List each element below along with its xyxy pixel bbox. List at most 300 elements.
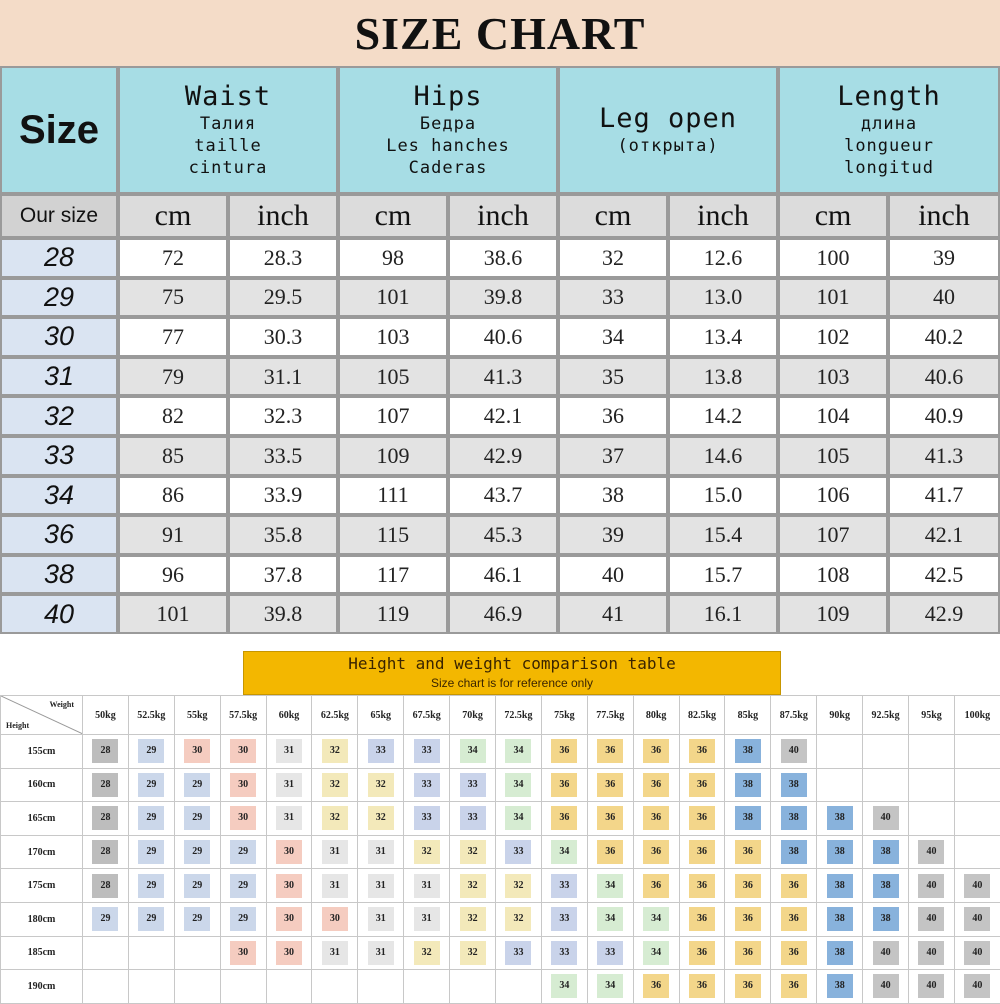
hips-label-ru: Бедра — [340, 113, 556, 135]
size-chip: 36 — [643, 840, 669, 864]
size-recommendation-cell — [450, 735, 496, 769]
size-chip: 36 — [781, 941, 807, 965]
measurement-cell: 107 — [338, 396, 448, 436]
size-chip: 34 — [505, 773, 531, 797]
unit-cell: cm — [338, 194, 448, 238]
size-recommendation-cell — [679, 735, 725, 769]
measurement-cell: 100 — [778, 238, 888, 278]
weight-header-cell: 62.5kg — [312, 696, 358, 735]
size-chip: 36 — [781, 874, 807, 898]
size-recommendation-cell — [128, 735, 174, 769]
size-recommendation-cell — [633, 936, 679, 970]
size-chip: 28 — [92, 773, 118, 797]
size-recommendation-cell — [128, 802, 174, 836]
size-recommendation-cell — [174, 802, 220, 836]
weight-header-cell: 70kg — [450, 696, 496, 735]
size-chip: 34 — [551, 974, 577, 998]
measurement-cell: 40 — [888, 278, 1000, 318]
hw-banner — [243, 651, 781, 695]
size-recommendation-cell — [496, 768, 542, 802]
weight-header-cell: 100kg — [954, 696, 1000, 735]
size-recommendation-cell — [817, 970, 863, 1004]
measurement-cell: 15.4 — [668, 515, 778, 555]
size-value: 28 — [0, 238, 118, 278]
size-chip: 31 — [368, 907, 394, 931]
unit-cell: inch — [448, 194, 558, 238]
size-chip: 31 — [368, 874, 394, 898]
weight-header-cell: 52.5kg — [128, 696, 174, 735]
size-recommendation-cell — [174, 768, 220, 802]
size-chip: 33 — [551, 874, 577, 898]
size-recommendation-cell — [725, 869, 771, 903]
size-recommendation-cell — [404, 902, 450, 936]
size-chip: 29 — [92, 907, 118, 931]
size-chip: 29 — [138, 840, 164, 864]
size-recommendation-cell — [83, 869, 129, 903]
measurement-cell: 41.3 — [448, 357, 558, 397]
size-recommendation-cell — [725, 902, 771, 936]
leg-open-label-en: Leg open — [560, 103, 776, 135]
size-recommendation-cell — [404, 970, 450, 1004]
size-row — [0, 476, 1000, 516]
size-recommendation-cell — [633, 802, 679, 836]
height-weight-table — [0, 695, 1000, 1004]
measurement-cell: 37 — [558, 436, 668, 476]
height-label: 155cm — [1, 735, 83, 769]
size-recommendation-cell — [496, 735, 542, 769]
corner-cell — [1, 696, 83, 735]
weight-header-cell: 85kg — [725, 696, 771, 735]
size-recommendation-cell — [817, 768, 863, 802]
size-recommendation-cell — [587, 970, 633, 1004]
size-chip: 28 — [92, 806, 118, 830]
size-recommendation-cell — [404, 936, 450, 970]
measurement-cell: 109 — [338, 436, 448, 476]
size-recommendation-cell — [358, 902, 404, 936]
size-recommendation-cell — [679, 802, 725, 836]
unit-cell: cm — [558, 194, 668, 238]
size-recommendation-cell — [679, 936, 725, 970]
size-chip: 38 — [827, 974, 853, 998]
weight-header-cell: 92.5kg — [863, 696, 909, 735]
size-chip: 36 — [735, 874, 761, 898]
size-recommendation-cell — [771, 835, 817, 869]
size-recommendation-cell — [128, 835, 174, 869]
size-chip: 38 — [781, 840, 807, 864]
size-chip: 32 — [322, 739, 348, 763]
size-chip: 36 — [597, 806, 623, 830]
size-chip: 31 — [322, 840, 348, 864]
hw-subtitle: Size chart is for reference only — [244, 675, 780, 691]
size-value: 29 — [0, 278, 118, 318]
size-recommendation-cell — [863, 768, 909, 802]
size-recommendation-cell — [771, 802, 817, 836]
size-recommendation-cell — [450, 936, 496, 970]
size-recommendation-cell — [450, 835, 496, 869]
size-chip: 33 — [460, 773, 486, 797]
size-chip: 40 — [918, 840, 944, 864]
measurement-cell: 43.7 — [448, 476, 558, 516]
size-recommendation-cell — [587, 735, 633, 769]
size-recommendation-cell — [450, 802, 496, 836]
size-chip: 29 — [138, 806, 164, 830]
measurement-cell: 42.1 — [448, 396, 558, 436]
size-chip: 40 — [873, 974, 899, 998]
size-chip: 36 — [643, 874, 669, 898]
size-recommendation-cell — [83, 902, 129, 936]
measurement-cell: 14.6 — [668, 436, 778, 476]
size-recommendation-cell — [358, 735, 404, 769]
measurement-cell: 13.8 — [668, 357, 778, 397]
size-recommendation-cell — [909, 802, 955, 836]
size-chip: 32 — [322, 806, 348, 830]
measurement-cell: 42.9 — [448, 436, 558, 476]
size-recommendation-cell — [450, 869, 496, 903]
size-recommendation-cell — [358, 970, 404, 1004]
size-recommendation-cell — [817, 902, 863, 936]
corner-weight-label: Weight — [50, 700, 74, 709]
size-chip: 38 — [735, 806, 761, 830]
size-chip: 30 — [276, 874, 302, 898]
size-chip: 29 — [138, 874, 164, 898]
hips-header — [338, 66, 558, 194]
measurement-cell: 119 — [338, 594, 448, 634]
size-chip: 31 — [276, 806, 302, 830]
unit-cell: cm — [778, 194, 888, 238]
leg-open-label-ru: (открыта) — [560, 135, 776, 157]
size-chip: 31 — [368, 840, 394, 864]
measurement-cell: 41 — [558, 594, 668, 634]
size-chip: 29 — [230, 874, 256, 898]
size-chip: 40 — [964, 974, 990, 998]
size-recommendation-cell — [174, 902, 220, 936]
size-chip: 36 — [643, 806, 669, 830]
size-recommendation-cell — [404, 869, 450, 903]
size-recommendation-cell — [220, 835, 266, 869]
measurement-cell: 101 — [778, 278, 888, 318]
measurement-cell: 85 — [118, 436, 228, 476]
size-recommendation-cell — [679, 902, 725, 936]
weight-header-cell: 50kg — [83, 696, 129, 735]
height-row — [1, 835, 1000, 869]
size-recommendation-cell — [541, 768, 587, 802]
size-recommendation-cell — [496, 902, 542, 936]
size-chip: 40 — [964, 874, 990, 898]
measurement-cell: 72 — [118, 238, 228, 278]
size-chip: 40 — [964, 941, 990, 965]
size-chip: 30 — [276, 840, 302, 864]
height-row — [1, 970, 1000, 1004]
size-chip: 34 — [597, 974, 623, 998]
size-recommendation-cell — [863, 970, 909, 1004]
size-recommendation-cell — [266, 802, 312, 836]
size-recommendation-cell — [725, 802, 771, 836]
size-chip: 32 — [505, 907, 531, 931]
leg-open-header — [558, 66, 778, 194]
size-chip: 36 — [689, 907, 715, 931]
size-recommendation-cell — [541, 936, 587, 970]
waist-label-en: Waist — [120, 81, 336, 113]
measurement-cell: 15.0 — [668, 476, 778, 516]
size-chip: 31 — [322, 941, 348, 965]
unit-cell: inch — [888, 194, 1000, 238]
measurement-cell: 42.9 — [888, 594, 1000, 634]
measurement-cell: 13.4 — [668, 317, 778, 357]
size-recommendation-cell — [450, 768, 496, 802]
size-recommendation-cell — [541, 970, 587, 1004]
size-recommendation-cell — [863, 835, 909, 869]
measurement-cell: 39.8 — [228, 594, 338, 634]
size-row — [0, 278, 1000, 318]
size-chip: 38 — [827, 840, 853, 864]
size-recommendation-cell — [817, 835, 863, 869]
size-recommendation-cell — [128, 970, 174, 1004]
size-value: 34 — [0, 476, 118, 516]
size-recommendation-cell — [863, 869, 909, 903]
measurement-cell: 104 — [778, 396, 888, 436]
size-chip: 33 — [460, 806, 486, 830]
measurement-cell: 79 — [118, 357, 228, 397]
size-recommendation-cell — [220, 902, 266, 936]
measurement-cell: 39 — [558, 515, 668, 555]
size-recommendation-cell — [266, 869, 312, 903]
size-recommendation-cell — [909, 768, 955, 802]
measurement-cell: 77 — [118, 317, 228, 357]
size-recommendation-cell — [174, 735, 220, 769]
measurement-cell: 98 — [338, 238, 448, 278]
size-recommendation-cell — [404, 735, 450, 769]
size-recommendation-cell — [450, 902, 496, 936]
height-row — [1, 902, 1000, 936]
measurement-cell: 101 — [338, 278, 448, 318]
weight-header-cell: 82.5kg — [679, 696, 725, 735]
size-recommendation-cell — [174, 869, 220, 903]
size-chip: 34 — [460, 739, 486, 763]
size-recommendation-cell — [954, 735, 1000, 769]
size-chip: 40 — [918, 874, 944, 898]
size-chip: 36 — [643, 974, 669, 998]
size-chip: 34 — [597, 907, 623, 931]
size-row — [0, 238, 1000, 278]
size-recommendation-cell — [909, 735, 955, 769]
size-recommendation-cell — [633, 902, 679, 936]
size-recommendation-cell — [220, 735, 266, 769]
size-chip: 38 — [827, 806, 853, 830]
size-chip: 36 — [597, 739, 623, 763]
size-recommendation-cell — [541, 802, 587, 836]
size-recommendation-cell — [83, 768, 129, 802]
size-recommendation-cell — [83, 735, 129, 769]
size-header: Size — [0, 66, 118, 194]
weight-header-cell: 60kg — [266, 696, 312, 735]
size-recommendation-cell — [266, 768, 312, 802]
size-chip: 34 — [643, 907, 669, 931]
size-recommendation-cell — [909, 835, 955, 869]
height-label: 180cm — [1, 902, 83, 936]
size-chip: 32 — [505, 874, 531, 898]
size-recommendation-cell — [587, 835, 633, 869]
size-recommendation-cell — [541, 869, 587, 903]
measurement-cell: 34 — [558, 317, 668, 357]
size-recommendation-cell — [83, 835, 129, 869]
measurement-cell: 42.5 — [888, 555, 1000, 595]
title-banner — [0, 0, 1000, 68]
size-chip: 29 — [184, 840, 210, 864]
measurement-cell: 41.3 — [888, 436, 1000, 476]
weight-header-cell: 55kg — [174, 696, 220, 735]
size-chip: 36 — [735, 941, 761, 965]
size-chip: 32 — [460, 941, 486, 965]
size-recommendation-cell — [633, 735, 679, 769]
size-value: 36 — [0, 515, 118, 555]
size-recommendation-cell — [771, 735, 817, 769]
measurement-cell: 115 — [338, 515, 448, 555]
weight-header-cell: 90kg — [817, 696, 863, 735]
size-row — [0, 317, 1000, 357]
size-chip: 29 — [184, 773, 210, 797]
size-chip: 31 — [414, 907, 440, 931]
size-recommendation-cell — [771, 869, 817, 903]
waist-label-fr: taille — [120, 135, 336, 157]
size-chip: 36 — [735, 840, 761, 864]
size-row — [0, 555, 1000, 595]
measurement-cell: 109 — [778, 594, 888, 634]
size-recommendation-cell — [954, 936, 1000, 970]
measurement-cell: 105 — [338, 357, 448, 397]
size-recommendation-cell — [633, 835, 679, 869]
size-chip: 31 — [276, 773, 302, 797]
size-value: 40 — [0, 594, 118, 634]
size-recommendation-cell — [909, 902, 955, 936]
size-chip: 38 — [827, 941, 853, 965]
size-chip: 29 — [184, 806, 210, 830]
size-chip: 30 — [230, 941, 256, 965]
measurement-cell: 28.3 — [228, 238, 338, 278]
size-chip: 32 — [368, 773, 394, 797]
height-row — [1, 735, 1000, 769]
weight-header-cell: 75kg — [541, 696, 587, 735]
size-value: 31 — [0, 357, 118, 397]
height-label: 185cm — [1, 936, 83, 970]
size-recommendation-cell — [312, 970, 358, 1004]
size-recommendation-cell — [863, 802, 909, 836]
weight-header-cell: 72.5kg — [496, 696, 542, 735]
size-chip: 36 — [597, 773, 623, 797]
measurement-cell: 33.9 — [228, 476, 338, 516]
measurement-cell: 33.5 — [228, 436, 338, 476]
unit-cell: cm — [118, 194, 228, 238]
size-recommendation-cell — [404, 802, 450, 836]
size-chip: 38 — [827, 874, 853, 898]
weight-header-cell: 67.5kg — [404, 696, 450, 735]
height-label: 165cm — [1, 802, 83, 836]
size-recommendation-cell — [771, 902, 817, 936]
size-chip: 40 — [918, 941, 944, 965]
size-recommendation-cell — [128, 902, 174, 936]
size-recommendation-cell — [404, 768, 450, 802]
size-recommendation-cell — [633, 869, 679, 903]
corner-height-label: Height — [6, 721, 29, 730]
measurement-cell: 29.5 — [228, 278, 338, 318]
measurement-cell: 117 — [338, 555, 448, 595]
measurement-cell: 32 — [558, 238, 668, 278]
size-chip: 30 — [322, 907, 348, 931]
size-recommendation-cell — [725, 735, 771, 769]
size-recommendation-cell — [679, 768, 725, 802]
measurement-cell: 101 — [118, 594, 228, 634]
size-recommendation-cell — [312, 735, 358, 769]
size-chip: 38 — [781, 806, 807, 830]
size-chip: 33 — [551, 907, 577, 931]
size-recommendation-cell — [725, 835, 771, 869]
size-chip: 40 — [873, 941, 899, 965]
size-chip: 30 — [184, 739, 210, 763]
size-recommendation-cell — [220, 768, 266, 802]
size-chip: 31 — [276, 739, 302, 763]
size-recommendation-cell — [954, 802, 1000, 836]
size-recommendation-cell — [817, 869, 863, 903]
size-recommendation-cell — [954, 869, 1000, 903]
measurement-cell: 40.6 — [448, 317, 558, 357]
size-chip: 32 — [460, 874, 486, 898]
size-chip: 40 — [873, 806, 899, 830]
size-chart-table — [0, 66, 1000, 634]
size-chip: 36 — [689, 739, 715, 763]
weight-header-cell: 57.5kg — [220, 696, 266, 735]
size-recommendation-cell — [633, 768, 679, 802]
measurement-cell: 40.2 — [888, 317, 1000, 357]
weight-header-cell: 87.5kg — [771, 696, 817, 735]
measurement-cell: 40.6 — [888, 357, 1000, 397]
our-size-label: Our size — [0, 194, 118, 238]
size-chip: 38 — [735, 773, 761, 797]
size-recommendation-cell — [541, 835, 587, 869]
measurement-cell: 103 — [778, 357, 888, 397]
size-chip: 32 — [414, 941, 440, 965]
size-chip: 40 — [781, 739, 807, 763]
size-recommendation-cell — [771, 936, 817, 970]
size-recommendation-cell — [771, 768, 817, 802]
size-recommendation-cell — [863, 735, 909, 769]
size-chip: 38 — [873, 874, 899, 898]
size-chip: 29 — [138, 773, 164, 797]
size-recommendation-cell — [404, 835, 450, 869]
size-recommendation-cell — [174, 835, 220, 869]
size-chip: 38 — [873, 907, 899, 931]
size-recommendation-cell — [266, 902, 312, 936]
measurement-cell: 105 — [778, 436, 888, 476]
weight-header-cell: 77.5kg — [587, 696, 633, 735]
size-recommendation-cell — [128, 869, 174, 903]
size-recommendation-cell — [679, 869, 725, 903]
size-recommendation-cell — [541, 902, 587, 936]
unit-row — [0, 194, 1000, 238]
size-chip: 36 — [689, 840, 715, 864]
size-chip: 36 — [781, 974, 807, 998]
size-value: 30 — [0, 317, 118, 357]
size-chip: 36 — [551, 773, 577, 797]
measurement-cell: 42.1 — [888, 515, 1000, 555]
size-recommendation-cell — [954, 768, 1000, 802]
size-chip: 40 — [918, 974, 944, 998]
size-row — [0, 515, 1000, 555]
size-recommendation-cell — [128, 768, 174, 802]
measurement-cell: 30.3 — [228, 317, 338, 357]
size-recommendation-cell — [312, 802, 358, 836]
size-recommendation-cell — [863, 936, 909, 970]
size-chip: 34 — [551, 840, 577, 864]
size-recommendation-cell — [496, 802, 542, 836]
